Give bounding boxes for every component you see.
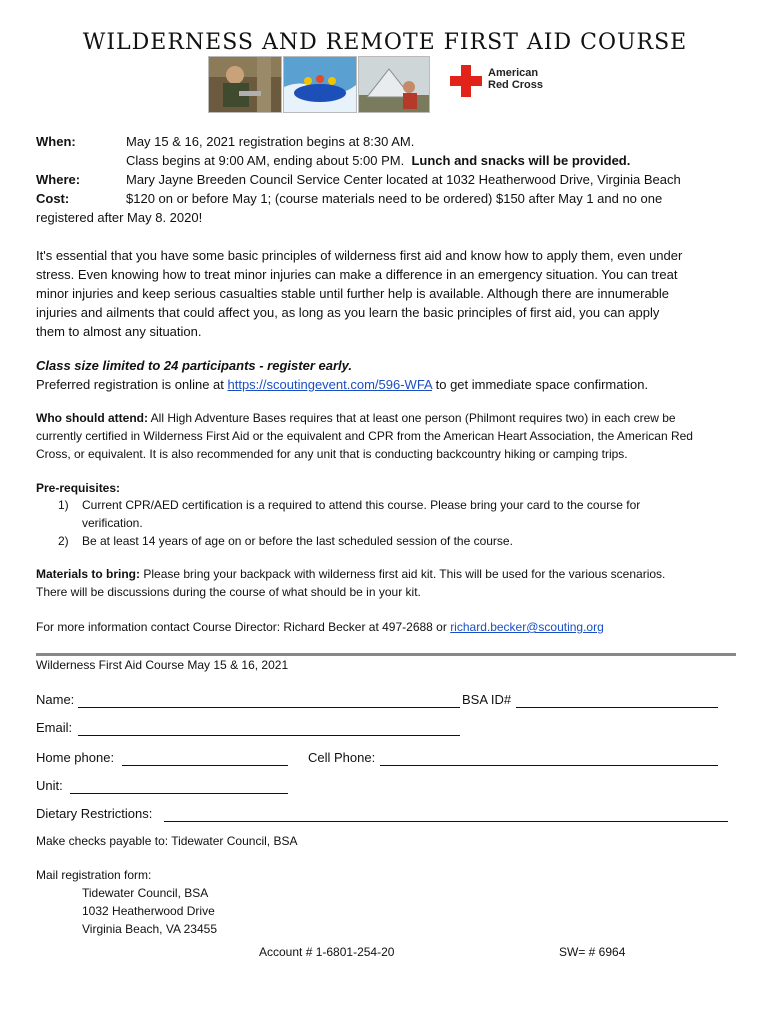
cost-value: $120 on or before May 1; (course materials need to be ordered) $150 after May 1 and no one	[126, 191, 663, 206]
lunch-note: Lunch and snacks will be provided.	[411, 153, 631, 168]
contact-text: For more information contact Course Director: Richard Becker at 497-2688 or	[36, 620, 447, 634]
photo-rafting	[283, 56, 357, 113]
logo-line1: American	[488, 67, 539, 79]
intro-line-4: injuries and ailments that could affect you, as long as you learn the basic principles of first aid, you can apply	[36, 305, 660, 320]
registration-after: to get immediate space confirmation.	[435, 377, 649, 392]
checks-note: Make checks payable to: Tidewater Council, BSA	[36, 834, 298, 848]
intro-line-1: It's essential that you have some basic principles of wilderness first aid and know how to apply them, even under	[36, 248, 683, 263]
red-cross-logo-text	[488, 67, 543, 91]
home-phone-label: Home phone:	[36, 750, 115, 765]
sw-number: SW= # 6964	[559, 945, 626, 959]
prereq-label: Pre-requisites:	[36, 481, 121, 495]
cost-label: Cost:	[36, 191, 70, 206]
registration-before: Preferred registration is online at	[36, 377, 224, 392]
prereq-num-1: 1)	[58, 498, 69, 512]
form-heading: Wilderness First Aid Course May 15 & 16, 2021	[36, 658, 289, 672]
when-label: When:	[36, 134, 76, 149]
unit-label: Unit:	[36, 778, 63, 793]
prereq-item-2: Be at least 14 years of age on or before the last scheduled session of the course.	[82, 534, 513, 548]
intro-line-2: stress. Even knowing how to treat minor injuries can make a difference in an emergency situation. You can treat	[36, 267, 678, 282]
intro-line-5: them to almost any situation.	[36, 324, 202, 339]
logo-line2: Red Cross	[488, 79, 544, 91]
unit-field[interactable]	[70, 793, 288, 794]
home-phone-field[interactable]	[122, 765, 288, 766]
who-label: Who should attend:	[36, 411, 148, 425]
cell-phone-field[interactable]	[380, 765, 718, 766]
class-times: Class begins at 9:00 AM, ending about 5:00 PM.	[126, 153, 405, 168]
prereq-item-1-cont: verification.	[82, 516, 143, 530]
when-line1: May 15 & 16, 2021 registration begins at 8:30 AM.	[126, 134, 415, 149]
who-text-1: All High Adventure Bases requires that at least one person (Philmont requires two) in each crew be	[150, 411, 676, 425]
contact-email-link[interactable]: richard.becker@scouting.org	[450, 620, 604, 634]
photo-camping	[358, 56, 430, 113]
materials-line-1	[36, 566, 665, 584]
email-field[interactable]	[78, 735, 460, 736]
cell-phone-label: Cell Phone:	[308, 750, 376, 765]
address-line-1: Tidewater Council, BSA	[82, 886, 209, 900]
registration-link[interactable]: https://scoutingevent.com/596-WFA	[227, 377, 432, 392]
bsa-id-label: BSA ID#	[462, 692, 512, 707]
who-line-3: Cross, or equivalent. It is also recommended for any unit that is conducting backcountry hiking or camping trips.	[36, 447, 628, 461]
red-cross-icon	[450, 65, 482, 97]
email-label: Email:	[36, 720, 73, 735]
address-line-2: 1032 Heatherwood Drive	[82, 904, 215, 918]
prereq-item-1: Current CPR/AED certification is a required to attend this course. Please bring your card to the course for	[82, 498, 641, 512]
mail-label: Mail registration form:	[36, 868, 152, 882]
intro-line-3: minor injuries and keep serious casualties stable until further help is available. Although there are innumerable	[36, 286, 670, 301]
dietary-field[interactable]	[164, 821, 728, 822]
where-value: Mary Jayne Breeden Council Service Center located at 1032 Heatherwood Drive, Virginia Beach	[126, 172, 681, 187]
materials-text-1: Please bring your backpack with wilderness first aid kit. This will be used for the various scenarios.	[143, 567, 666, 581]
materials-label: Materials to bring:	[36, 567, 141, 581]
dietary-label: Dietary Restrictions:	[36, 806, 153, 821]
registration-line	[36, 375, 648, 394]
prereq-num-2: 2)	[58, 534, 69, 548]
when-line2	[126, 151, 630, 170]
who-line-2: currently certified in Wilderness First Aid or the equivalent and CPR from the American Heart Association, the American Red	[36, 429, 693, 443]
where-label: Where:	[36, 172, 81, 187]
account-number: Account # 1-6801-254-20	[259, 945, 395, 959]
cost-value-cont: registered after May 8. 2020!	[36, 210, 203, 225]
address-line-3: Virginia Beach, VA 23455	[82, 922, 217, 936]
contact-line	[36, 619, 604, 637]
photo-woodworking	[208, 56, 282, 113]
materials-line-2: There will be discussions during the course of what should be in your kit.	[36, 585, 421, 599]
section-divider	[36, 653, 736, 656]
bsa-id-field[interactable]	[516, 707, 718, 708]
class-size-note: Class size limited to 24 participants - register early.	[36, 358, 352, 373]
name-field[interactable]	[78, 707, 460, 708]
who-line-1	[36, 410, 676, 428]
name-label: Name:	[36, 692, 75, 707]
page-title: WILDERNESS AND REMOTE FIRST AID COURSE	[82, 30, 688, 55]
